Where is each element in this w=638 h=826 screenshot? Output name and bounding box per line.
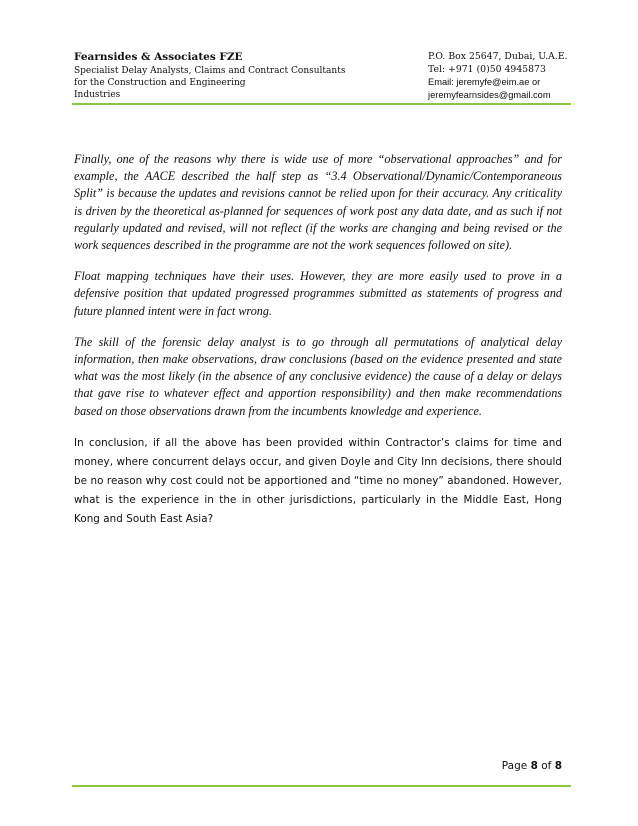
paragraph-forensic-analyst: The skill of the forensic delay analyst is to go through all permutations of analytical delay information, then make observations, draw conclusions (based on the evidence presented and state what was the most likely (in the absence of any conclusive evidence) the cause of a delay or delays that gave rise to whatever effect and apportion responsibility) and then make recommendations based on those observations drawn from the incumbents knowledge and experience.: [74, 334, 562, 418]
page-label: Page: [501, 760, 528, 772]
paragraph-observational-approaches: Finally, one of the reasons why there is wide use of more “observational approaches” and for example, the AACE described the half step as “3.4 Observational/Dynamic/Contemporaneous Split” is because the updates and revisions cannot be relied upon for their accuracy. Any criticality is driven by the theoretical as-planned for sequences of work post any data date, and as such if not regularly updated and revised, will not reflect (if the works are changing and being revised or the work sequences described in the programme are not the work sequences followed on site).: [74, 152, 562, 253]
company-tagline-line-3: Industries: [74, 90, 121, 100]
total-page-count: 8: [554, 760, 562, 772]
contact-telephone: Tel: +971 (0)50 4945873: [428, 63, 546, 75]
paragraph-float-mapping: Float mapping techniques have their uses. However, they are more easily used to prove in a defensive position that updated progressed programmes submitted as statements of progress and future planned intent were in fact wrong.: [74, 269, 562, 318]
company-tagline-line-2: for the Construction and Engineering: [74, 78, 246, 88]
page-number-footer: [420, 760, 562, 772]
letterhead-company-block: [74, 51, 404, 101]
company-tagline-line-1: Specialist Delay Analysts, Claims and Contract Consultants: [74, 66, 346, 76]
document-body: [74, 151, 562, 529]
company-name: Fearnsides & Associates FZE: [74, 51, 243, 63]
header-divider: [72, 103, 571, 105]
contact-email: Email: jeremyfe@eim.ae or: [428, 77, 541, 87]
contact-email-alt: jeremyfearnsides@gmail.com: [428, 89, 551, 100]
current-page-number: 8: [530, 760, 538, 772]
footer-divider: [72, 785, 571, 787]
contact-po-box: P.O. Box 25647, Dubai, U.A.E.: [428, 51, 568, 62]
paragraph-conclusion: In conclusion, if all the above has been provided within Contractor’s claims for time and money, where concurrent delays occur, and given Doyle and City Inn decisions, there should be no reason why cost could not be apportioned and “time no money” abandoned. However, what is the experience in the in other jurisdictions, particularly in the Middle East, Hong Kong and South East Asia?: [74, 436, 562, 525]
of-label: of: [541, 760, 552, 772]
letterhead-contact-block: [428, 51, 618, 101]
